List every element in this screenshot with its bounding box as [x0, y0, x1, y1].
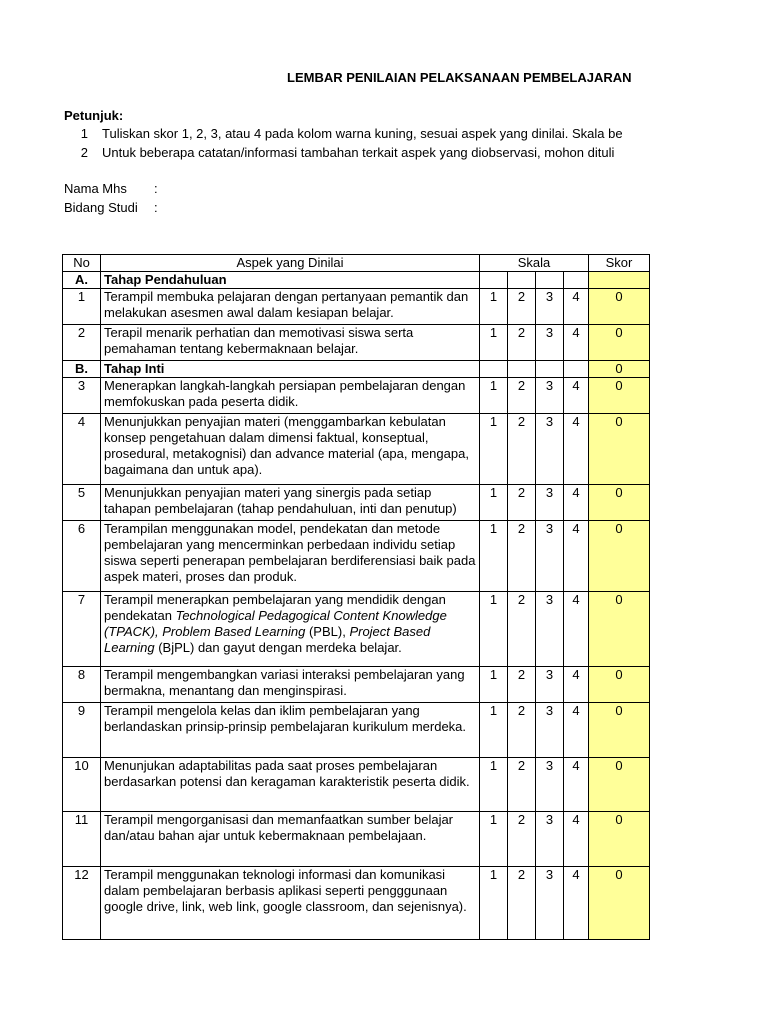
scale-3[interactable]: 3 [536, 414, 564, 485]
aspect-text: Terampil mengembangkan variasi interaksi pembelajaran yang bermakna, menantang dan menginspirasi. [101, 667, 480, 703]
scale-2[interactable]: 2 [508, 867, 536, 940]
row-number: 7 [63, 592, 101, 667]
aspect-text: Menerapkan langkah-langkah persiapan pembelajaran dengan memfokuskan pada peserta didik. [101, 378, 480, 414]
instructions-heading: Petunjuk: [64, 108, 124, 123]
row-number: B. [63, 361, 101, 378]
scale-3[interactable]: 3 [536, 521, 564, 592]
scale-1[interactable]: 1 [480, 325, 508, 361]
scale-1 [480, 272, 508, 289]
field-bidang-studi[interactable] [64, 200, 158, 215]
field-label: Nama Mhs [64, 181, 127, 196]
scale-4[interactable]: 4 [564, 667, 589, 703]
field-separator: : [154, 200, 158, 215]
score-cell[interactable] [589, 272, 650, 289]
scale-2[interactable]: 2 [508, 521, 536, 592]
aspect-text: Tahap Inti [101, 361, 480, 378]
row-number: 6 [63, 521, 101, 592]
scale-2[interactable]: 2 [508, 812, 536, 867]
row-number: 12 [63, 867, 101, 940]
scale-1[interactable]: 1 [480, 485, 508, 521]
row-number: 2 [63, 325, 101, 361]
score-cell[interactable]: 0 [589, 592, 650, 667]
table-row [63, 521, 650, 592]
aspect-text-part: Project Based Learning [104, 624, 431, 655]
scale-2[interactable]: 2 [508, 378, 536, 414]
scale-3[interactable]: 3 [536, 703, 564, 758]
table-row [63, 667, 650, 703]
table-row [63, 325, 650, 361]
header-skor: Skor [589, 255, 650, 272]
scale-3[interactable]: 3 [536, 867, 564, 940]
aspect-text: Menunjukan adaptabilitas pada saat proses pembelajaran berdasarkan potensi dan keragaman karakteristik peserta didik. [101, 758, 480, 812]
instruction-2 [64, 145, 650, 160]
row-number: 9 [63, 703, 101, 758]
scale-4[interactable]: 4 [564, 703, 589, 758]
table-row [63, 867, 650, 940]
scale-4 [564, 272, 589, 289]
scale-3[interactable]: 3 [536, 592, 564, 667]
scale-4[interactable]: 4 [564, 758, 589, 812]
aspect-text-part: (BjPL) dan gayut dengan merdeka belajar. [154, 640, 402, 655]
scale-2[interactable]: 2 [508, 667, 536, 703]
scale-4[interactable]: 4 [564, 485, 589, 521]
row-number: 10 [63, 758, 101, 812]
aspect-text-part: Technological Pedagogical Content Knowledge (TPACK), Problem Based Learning [104, 608, 447, 639]
instruction-number: 2 [80, 145, 88, 160]
row-number: 8 [63, 667, 101, 703]
row-number: 5 [63, 485, 101, 521]
header-no: No [63, 255, 101, 272]
scale-1[interactable]: 1 [480, 521, 508, 592]
row-number: 11 [63, 812, 101, 867]
header-skala: Skala [480, 255, 589, 272]
scale-4[interactable]: 4 [564, 325, 589, 361]
scale-2[interactable]: 2 [508, 758, 536, 812]
scale-2 [508, 272, 536, 289]
score-cell[interactable]: 0 [589, 378, 650, 414]
row-number: 4 [63, 414, 101, 485]
score-cell[interactable]: 0 [589, 361, 650, 378]
section-row [63, 272, 650, 289]
instruction-text: Untuk beberapa catatan/informasi tambahan terkait aspek yang diobservasi, mohon dituli [102, 145, 615, 160]
instruction-number: 1 [80, 126, 88, 141]
score-cell[interactable]: 0 [589, 414, 650, 485]
scale-3[interactable]: 3 [536, 378, 564, 414]
section-row [63, 361, 650, 378]
score-cell[interactable]: 0 [589, 758, 650, 812]
scale-3[interactable]: 3 [536, 758, 564, 812]
score-cell[interactable]: 0 [589, 867, 650, 940]
table-row [63, 485, 650, 521]
field-separator: : [154, 181, 158, 196]
scale-1[interactable]: 1 [480, 592, 508, 667]
scale-3[interactable]: 3 [536, 667, 564, 703]
scale-3 [536, 272, 564, 289]
aspect-text: Terampil mengelola kelas dan iklim pembelajaran yang berlandaskan prinsip-prinsip pembelajaran kurikulum merdeka. [101, 703, 480, 758]
aspect-text: Terampil mengorganisasi dan memanfaatkan sumber belajar dan/atau bahan ajar untuk kebermaknaan pembelajaan. [101, 812, 480, 867]
scale-1[interactable]: 1 [480, 758, 508, 812]
aspect-text: Terampil membuka pelajaran dengan pertanyaan pemantik dan melakukan asesmen awal dalam kesiapan belajar. [101, 289, 480, 325]
aspect-text-part: (PBL), [305, 624, 350, 639]
scale-2[interactable]: 2 [508, 485, 536, 521]
score-cell[interactable]: 0 [589, 667, 650, 703]
scale-1[interactable]: 1 [480, 289, 508, 325]
scale-3[interactable]: 3 [536, 485, 564, 521]
scale-2[interactable]: 2 [508, 703, 536, 758]
scale-2[interactable]: 2 [508, 592, 536, 667]
aspect-text-part: Terampil menerapkan pembelajaran yang mendidik dengan pendekatan [104, 592, 446, 623]
scale-4 [564, 361, 589, 378]
scale-1 [480, 361, 508, 378]
score-cell[interactable]: 0 [589, 325, 650, 361]
instruction-text: Tuliskan skor 1, 2, 3, atau 4 pada kolom warna kuning, sesuai aspek yang dinilai. Skala be [102, 126, 623, 141]
aspect-text: Menunjukkan penyajian materi (menggambarkan kebulatan konsep pengetahuan dalam dimensi faktual, konseptual, prosedural, metakognisi) dan advance material (apa, mengapa, bagaimana dan untuk apa). [101, 414, 480, 485]
scale-4[interactable]: 4 [564, 289, 589, 325]
scale-2 [508, 361, 536, 378]
table-row [63, 812, 650, 867]
scale-2[interactable]: 2 [508, 325, 536, 361]
table-row [63, 414, 650, 485]
assessment-table [62, 254, 650, 940]
scale-3[interactable]: 3 [536, 289, 564, 325]
scale-1[interactable]: 1 [480, 703, 508, 758]
row-number: A. [63, 272, 101, 289]
score-cell[interactable]: 0 [589, 485, 650, 521]
row-number: 3 [63, 378, 101, 414]
scale-1[interactable]: 1 [480, 378, 508, 414]
scale-4[interactable]: 4 [564, 414, 589, 485]
scale-4[interactable]: 4 [564, 378, 589, 414]
scale-2[interactable]: 2 [508, 289, 536, 325]
scale-1[interactable]: 1 [480, 867, 508, 940]
aspect-text: Tahap Pendahuluan [101, 272, 480, 289]
row-number: 1 [63, 289, 101, 325]
table-row [63, 378, 650, 414]
scale-4[interactable]: 4 [564, 592, 589, 667]
scale-4[interactable]: 4 [564, 521, 589, 592]
score-cell[interactable]: 0 [589, 289, 650, 325]
scale-4[interactable]: 4 [564, 812, 589, 867]
scale-4[interactable]: 4 [564, 867, 589, 940]
table-header-row [63, 255, 650, 272]
field-label: Bidang Studi [64, 200, 138, 215]
table-row [63, 592, 650, 667]
scale-2[interactable]: 2 [508, 414, 536, 485]
table-row [63, 703, 650, 758]
table-row [63, 758, 650, 812]
field-nama-mhs[interactable] [64, 181, 158, 196]
page-title: LEMBAR PENILAIAN PELAKSANAAN PEMBELAJARAN [287, 70, 632, 85]
scale-1[interactable]: 1 [480, 414, 508, 485]
scale-3[interactable]: 3 [536, 812, 564, 867]
scale-3 [536, 361, 564, 378]
score-cell[interactable]: 0 [589, 703, 650, 758]
scale-3[interactable]: 3 [536, 325, 564, 361]
instruction-1 [64, 126, 650, 141]
table-row [63, 289, 650, 325]
aspect-text [101, 592, 480, 667]
aspect-text: Terapil menarik perhatian dan memotivasi siswa serta pemahaman tentang kebermaknaan belajar. [101, 325, 480, 361]
score-cell[interactable]: 0 [589, 521, 650, 592]
header-aspek: Aspek yang Dinilai [101, 255, 480, 272]
aspect-text: Terampil menggunakan teknologi informasi dan komunikasi dalam pembelajaran berbasis aplikasi seperti pengggunaan google drive, link, web link, google classroom, dan sejenisnya). [101, 867, 480, 940]
aspect-text: Menunjukkan penyajian materi yang sinergis pada setiap tahapan pembelajaran (tahap pendahuluan, inti dan penutup) [101, 485, 480, 521]
score-cell[interactable]: 0 [589, 812, 650, 867]
scale-1[interactable]: 1 [480, 667, 508, 703]
aspect-text: Terampilan menggunakan model, pendekatan dan metode pembelajaran yang mencerminkan perbedaan individu setiap siswa seperti penerapan pembelajaran berdiferensiasi baik pada aspek materi, proses dan produk. [101, 521, 480, 592]
scale-1[interactable]: 1 [480, 812, 508, 867]
